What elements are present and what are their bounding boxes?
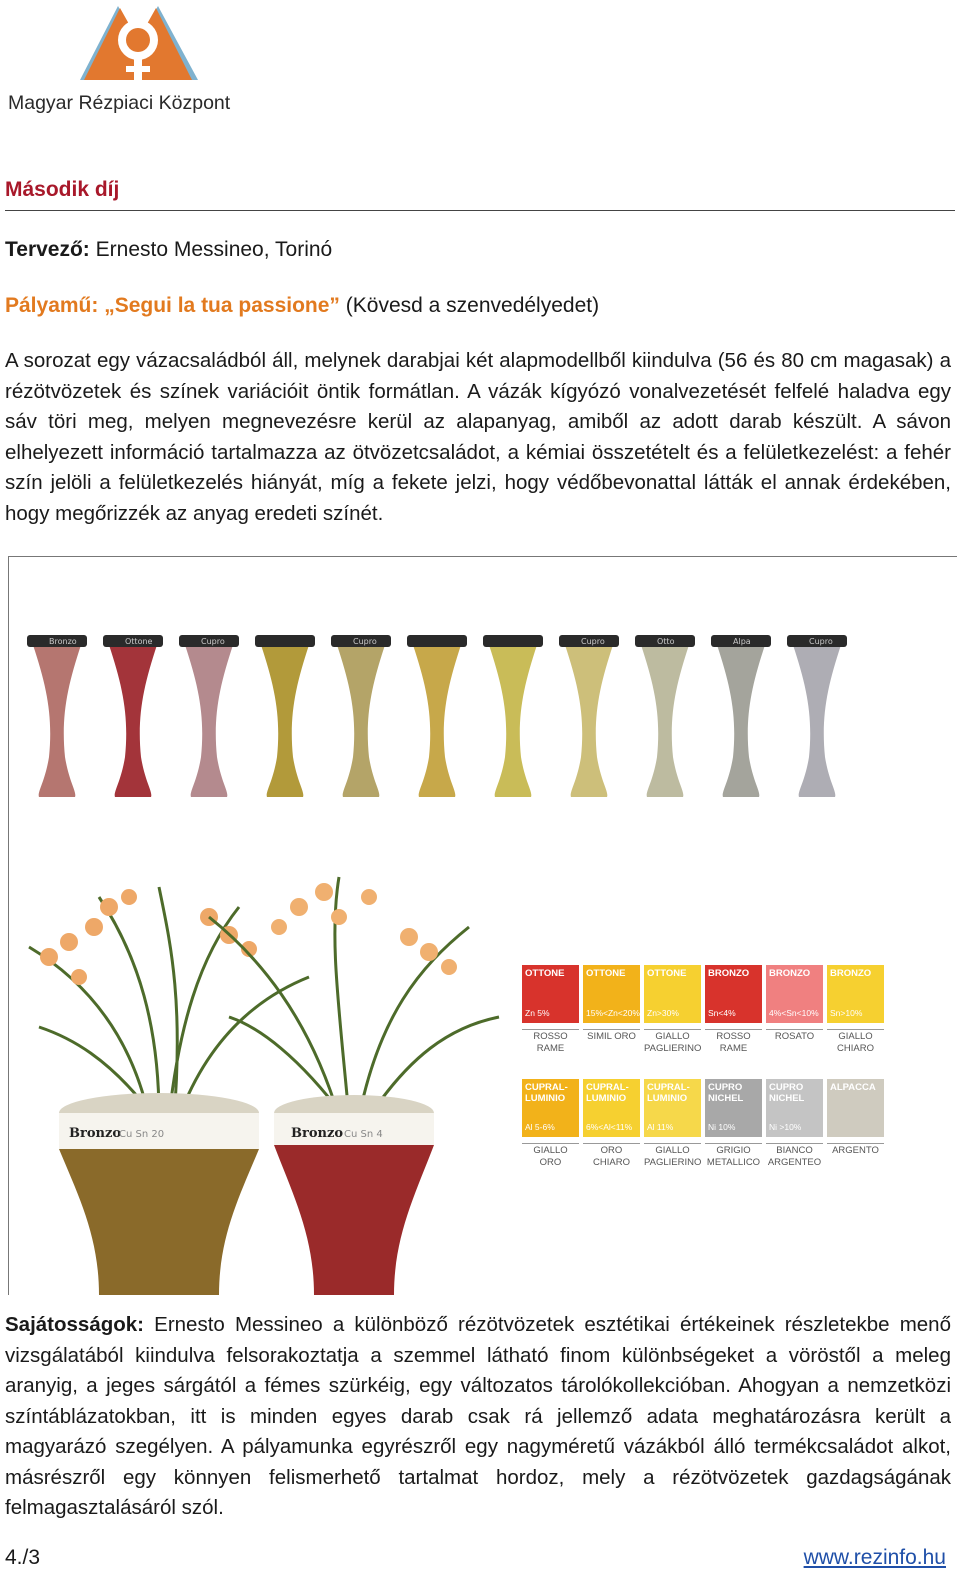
swatch-composition: Al 5-6%: [525, 1122, 555, 1132]
planter-illustration: [9, 557, 509, 1295]
swatch: [644, 965, 701, 1023]
swatch-color-label: ROSSO RAME: [705, 1029, 762, 1055]
swatch: [522, 1079, 579, 1137]
planter-right-sub: Cu Sn 4: [344, 1129, 383, 1140]
swatch-color-label: GRIGIO METALLICO: [706, 1145, 761, 1168]
swatch-alloy-name: CUPRO NICHEL: [769, 1082, 805, 1104]
swatch-color-label: ARGENTO: [827, 1143, 884, 1169]
page-number: 4./3: [5, 1546, 41, 1569]
vase-label: Cupro: [201, 637, 225, 646]
planter-right: [209, 877, 499, 1295]
swatch: [644, 1079, 701, 1137]
designer-value: Ernesto Messineo, Torinó: [89, 238, 333, 261]
vase-8: [559, 635, 619, 797]
vase-label: Cupro: [581, 637, 605, 646]
vase-9: [635, 635, 695, 797]
swatch-composition: Al 11%: [647, 1122, 674, 1132]
swatch-composition: Ni 10%: [708, 1122, 736, 1132]
swatch-alloy-name: BRONZO: [708, 968, 750, 979]
alloy-swatch-chart: [522, 965, 902, 1169]
vase-11: [787, 635, 847, 797]
swatch-labels-row-2: [522, 1143, 902, 1169]
swatch-composition: Zn 5%: [525, 1008, 550, 1018]
swatch: [827, 965, 884, 1023]
swatch-color-label: ROSATO: [766, 1029, 823, 1055]
swatch-color-label: GIALLO ORO: [522, 1143, 579, 1169]
swatch: [705, 965, 762, 1023]
title-divider: [5, 210, 955, 211]
swatch-color-label: GIALLO CHIARO: [827, 1029, 884, 1055]
flowers-icon: [271, 883, 457, 975]
swatch-composition: 15%<Zn<20%: [586, 1008, 640, 1018]
swatch-alloy-name: CUPRO NICHEL: [708, 1082, 744, 1104]
swatch: [522, 965, 579, 1023]
vase-label: Cupro: [809, 637, 833, 646]
swatch-composition: 4%<Sn<10%: [769, 1008, 819, 1018]
swatch: [827, 1079, 884, 1137]
planter-right-label: Bronzo: [291, 1126, 344, 1141]
planter-left-label: Bronzo: [69, 1126, 122, 1141]
planter-left-sub: Cu Sn 20: [119, 1129, 165, 1140]
product-figure: [8, 556, 957, 1295]
vase-label: Cupro: [353, 637, 377, 646]
swatch-alloy-name: BRONZO: [830, 968, 872, 979]
description-paragraph: A sorozat egy vázacsaládból áll, melynek darabjai két alapmodellből kiindulva (56 és 80 cm magasak) a rézötvözetek és színek variációit öntik formátlan. A vázák kígyózó vonalvezetését felfelé haladva egy sáv töri meg, melyen megnevezésre kerül az alapanyag, amiből az adott darab készült. A sávon elhelyezett információ tartalmazza az ötvözetcsaládot, a kémiai összetételt és a felületkezelést: a fehér szín jelöli a felületkezelés hiányát, míg a fekete jelzi, hogy védőbevonattal látták el annak érdekében, hogy megőrizzék az anyag eredeti színét.: [5, 349, 951, 525]
logo: [8, 0, 268, 120]
swatch-composition: 6%<Al<11%: [586, 1122, 633, 1132]
swatch-alloy-name: CUPRAL- LUMINIO: [586, 1082, 629, 1104]
swatch-alloy-name: BRONZO: [769, 968, 811, 979]
swatch-alloy-name: OTTONE: [586, 968, 626, 979]
swatch-alloy-name: OTTONE: [525, 968, 565, 979]
vase-label: Ottone: [125, 637, 153, 646]
swatch-composition: Sn>10%: [830, 1008, 863, 1018]
work-translation: (Kövesd a szenvedélyedet): [339, 294, 600, 317]
swatch-alloy-name: CUPRAL- LUMINIO: [647, 1082, 690, 1104]
vase-label: Otto: [657, 637, 675, 646]
designer-line: [5, 238, 332, 262]
swatch-color-label: ORO CHIARO: [583, 1143, 640, 1169]
planter-left: [29, 887, 309, 1295]
swatch-color-label: ROSSO RAME: [522, 1029, 579, 1055]
swatch: [583, 965, 640, 1023]
vase-label: Alpa: [733, 637, 751, 646]
swatch-row-1: [522, 965, 902, 1023]
swatch-alloy-name: OTTONE: [647, 968, 687, 979]
swatch: [766, 965, 823, 1023]
vase-10: [711, 635, 771, 797]
swatch-color-label: GIALLO PAGLIERINO: [644, 1145, 702, 1168]
logo-text: Magyar Rézpiaci Központ: [8, 92, 231, 114]
features-label: Sajátosságok:: [5, 1313, 144, 1336]
swatch-color-label: SIMIL ORO: [583, 1029, 640, 1055]
swatch-composition: Ni >10%: [769, 1122, 802, 1132]
swatch: [583, 1079, 640, 1137]
swatch-composition: Sn<4%: [708, 1008, 736, 1018]
swatch-labels-row-1: [522, 1029, 902, 1055]
work-line: [5, 294, 599, 318]
swatch-color-label: GIALLO PAGLIERINO: [644, 1031, 702, 1054]
logo-mark-icon: [80, 0, 198, 86]
swatch-composition: Zn>30%: [647, 1008, 679, 1018]
swatch-row-2: [522, 1079, 902, 1137]
swatch-color-label: BIANCO ARGENTEO: [767, 1145, 822, 1168]
swatch: [705, 1079, 762, 1137]
work-title: Pályamű: „Segui la tua passione”: [5, 294, 340, 317]
swatch: [766, 1079, 823, 1137]
flowers-icon: [40, 889, 257, 985]
swatch-alloy-name: CUPRAL- LUMINIO: [525, 1082, 568, 1104]
leaves-icon: [29, 887, 309, 1117]
vase-label: Bronzo: [49, 637, 77, 646]
designer-label: Tervező:: [5, 238, 90, 261]
swatch-alloy-name: ALPACCA: [830, 1082, 876, 1093]
leaves-icon: [209, 877, 499, 1117]
features-text: Ernesto Messineo a különböző rézötvözetek esztétikai értékeinek részletekbe menő vizsgálatából kiindulva felsorakoztatja a szemmel látható finom különbségeket a vöröstől a meleg aranyig, a jeges sárgától a fémes szürkéig, egy változatos tárolókollekcióban. Ahogyan a nemzetközi színtáblázatokban, itt is minden egyes darab csak rá jellemző adata meghatározásra került a magyarázó szegélyen. A pályamunka egyrészről egy nagyméretű vázákból álló termékcsaládot alkot, másrészről egy könnyen felismerhető tartalmat hordoz, mely a rézötvözetek gazdagságának felmagasztalásáról szól.: [5, 1313, 951, 1519]
website-link[interactable]: www.rezinfo.hu: [803, 1546, 946, 1569]
features-paragraph: [5, 1310, 951, 1524]
section-title: Második díj: [5, 178, 120, 201]
